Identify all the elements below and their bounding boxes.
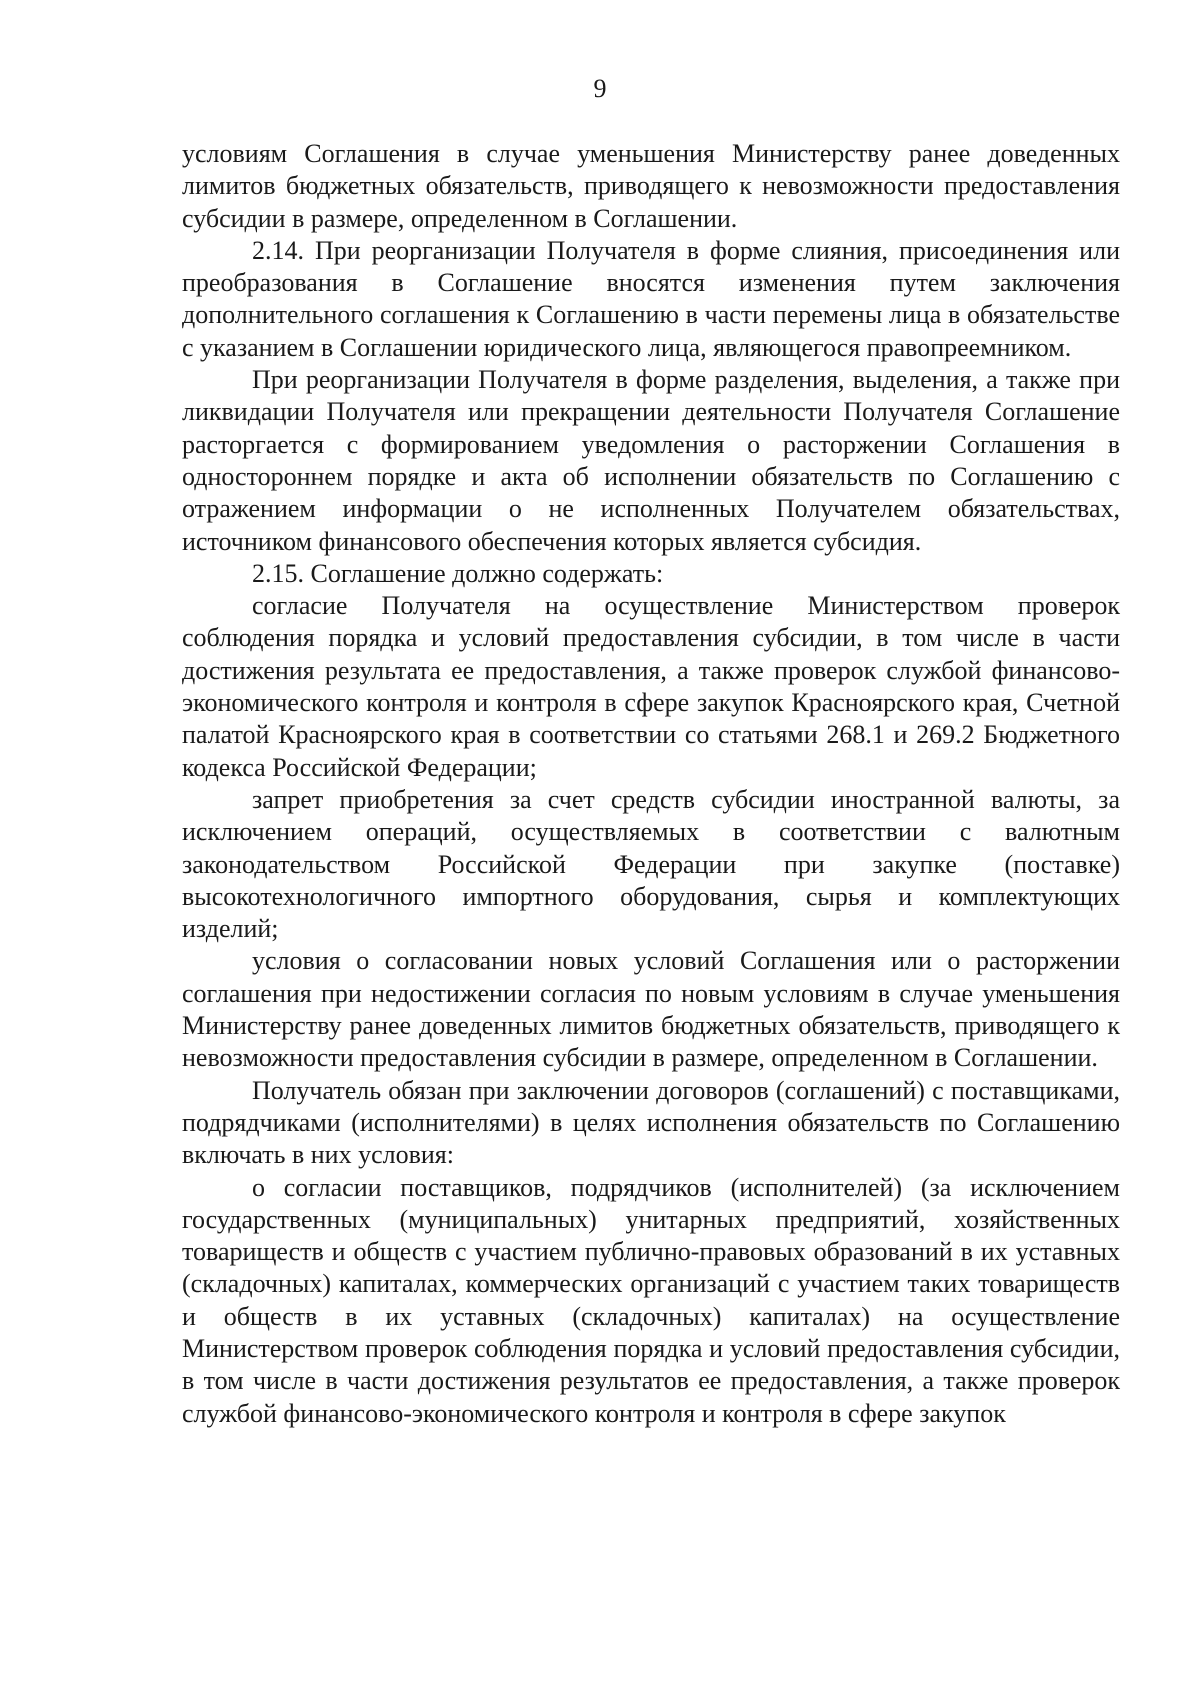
paragraph-1: условиям Соглашения в случае уменьшения Министерству ранее доведенных лимитов бюджетных обязательств, приводящего к невозможности предоставления субсидии в размере, определенном в Соглашении. (182, 139, 1120, 233)
document-body (182, 138, 1120, 1430)
paragraph-reorganization-division: При реорганизации Получателя в форме разделения, выделения, а также при ликвидации Получателя или прекращении деятельности Получателя Соглашение расторгается с формированием уведомления о расторжении Соглашения в одностороннем порядке и акта об исполнении обязательств по Соглашению с отражением информации о не исполненных Получателем обязательствах, источником финансового обеспечения которых является субсидия. (182, 365, 1120, 556)
paragraph-supplier-consent: о согласии поставщиков, подрядчиков (исполнителей) (за исключением государственных (муниципальных) унитарных предприятий, хозяйственных товариществ и обществ с участием публично-правовых образований в их уставных (складочных) капиталах, коммерческих организаций с участием таких товариществ и обществ в их уставных (складочных) капиталах) на осуществление Министерством проверок соблюдения порядка и условий предоставления субсидии, в том числе в части достижения результатов ее предоставления, а также проверок службой финансово-экономического контроля и контроля в сфере закупок (182, 1172, 1120, 1428)
paragraph-2-15-heading: 2.15. Соглашение должно содержать: (252, 558, 664, 588)
paragraph-currency-ban: запрет приобретения за счет средств субсидии иностранной валюты, за исключением операций, осуществляемых в соответствии с валютным законодательством Российской Федерации при закупке (поставке) высокотехнологичного импортного оборудования, сырья и комплектующих изделий; (182, 784, 1120, 944)
paragraph-recipient-obligation: Получатель обязан при заключении договоров (соглашений) с поставщиками, подрядчиками (исполнителями) в целях исполнения обязательств по Соглашению включать в них условия: (182, 1075, 1120, 1170)
page-number: 9 (593, 74, 607, 103)
paragraph-2-14-reorganization-merger: 2.14. При реорганизации Получателя в форме слияния, присоединения или преобразования в Соглашение вносятся изменения путем заключения дополнительного соглашения к Соглашению в части перемены лица в обязательстве с указанием в Соглашении юридического лица, являющегося правопреемником. (182, 235, 1120, 362)
paragraph-consent-inspections: согласие Получателя на осуществление Министерством проверок соблюдения порядка и условий предоставления субсидии, в том числе в части достижения результата ее предоставления, а также проверок службой финансово-экономического контроля и контроля в сфере закупок Красноярского края, Счетной палатой Красноярского края в соответствии со статьями 268.1 и 269.2 Бюджетного кодекса Российской Федерации; (182, 591, 1120, 782)
paragraph-new-conditions: условия о согласовании новых условий Соглашения или о расторжении соглашения при недостижении согласия по новым условиям в случае уменьшения Министерству ранее доведенных лимитов бюджетных обязательств, приводящего к невозможности предоставления субсидии в размере, определенном в Соглашении. (182, 946, 1120, 1073)
